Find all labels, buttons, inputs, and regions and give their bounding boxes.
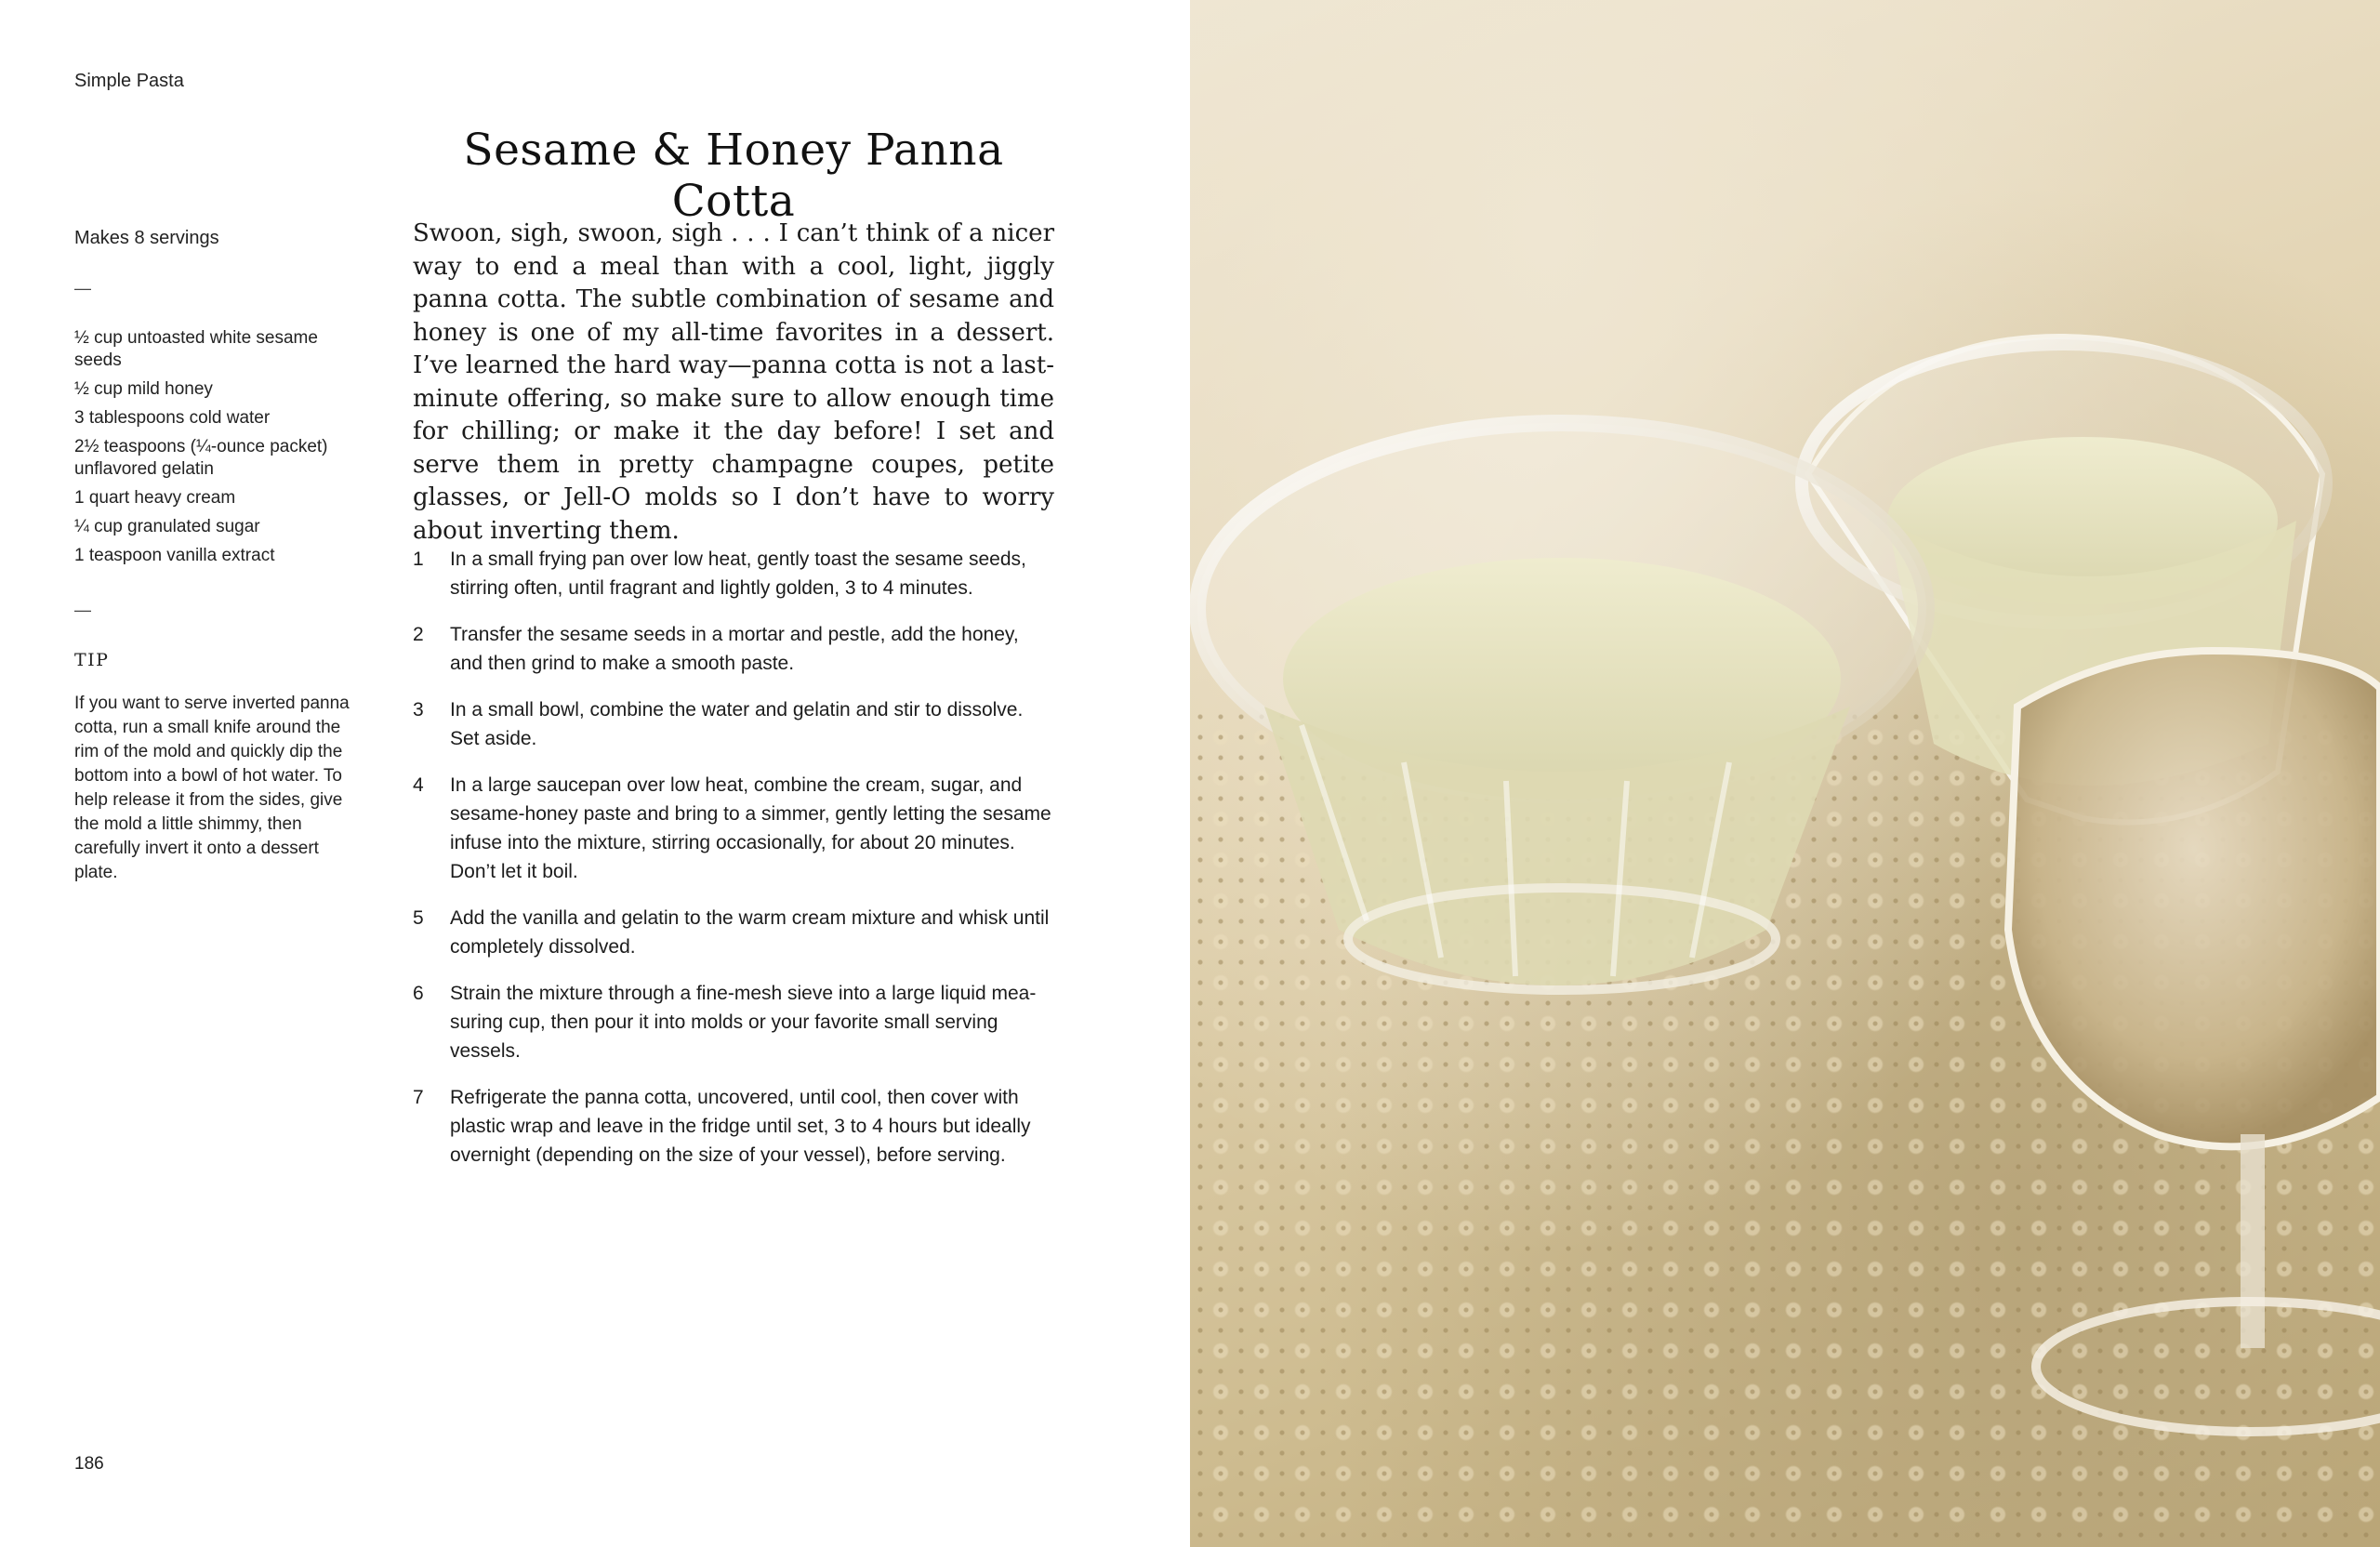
step-text: In a small bowl, combine the water and gelatin and stir to dissolve. Set aside.	[450, 699, 1024, 749]
servings-yield: Makes 8 servings	[74, 228, 219, 248]
step-number: 5	[413, 907, 424, 929]
method-steps	[413, 545, 1054, 1187]
step-text: In a large saucepan over low heat, combine the cream, sugar, and sesame-honey paste and bring to a simmer, gently letting the sesame infuse into the mixture, stirring occasionally, for about 20 minutes. Don’t let it boil.	[450, 774, 1051, 882]
tip-heading: TIP	[74, 650, 110, 670]
panna-cotta-photo	[1190, 0, 2380, 1547]
step-number: 6	[413, 983, 424, 1004]
step-number: 3	[413, 699, 424, 721]
divider-dash: —	[74, 601, 91, 619]
front-glass-bowl	[1197, 423, 1926, 990]
ingredient-item: 2½ teaspoons (¼-ounce packet) unflavored gelatin	[74, 437, 328, 479]
page-number: 186	[74, 1454, 104, 1474]
step-number: 7	[413, 1087, 424, 1108]
ingredient-item: ½ cup mild honey	[74, 379, 213, 399]
step-text: Transfer the sesame seeds in a mortar and pestle, add the honey, and then grind to make a smooth paste.	[450, 624, 1019, 674]
step-item	[413, 620, 1054, 678]
photo-illustration	[1190, 0, 2380, 1547]
step-number: 4	[413, 774, 424, 796]
ingredients-sidebar	[74, 227, 353, 885]
divider-dash: —	[74, 279, 91, 298]
tip-body: If you want to serve inverted panna cotta, run a small knife around the rim of the mold and quickly dip the bottom into a bowl of hot water. To help release it from the sides, give the mold a little shimmy, then carefully invert it onto a dessert plate.	[74, 694, 350, 882]
step-item	[413, 771, 1054, 886]
step-item	[413, 904, 1054, 961]
step-number: 2	[413, 624, 424, 645]
step-item	[413, 1083, 1054, 1170]
step-item	[413, 545, 1054, 602]
step-item	[413, 979, 1054, 1065]
ingredient-list	[74, 327, 353, 567]
wine-glass	[2008, 651, 2380, 1432]
headnote: Swoon, sigh, swoon, sigh . . . I can’t think of a nicer way to end a meal than with a cool, light, jiggly panna cotta. The subtle combination of sesame and honey is one of my all-time favorites in a dessert. I’ve learned the hard way—panna cotta is not a last-minute offering, so make sure to allow enough time for chilling; or make it the day before! I set and serve them in pretty champagne coupes, petite glasses, or Jell-O molds so I don’t have to worry about inverting them.	[413, 219, 1054, 545]
step-text: In a small frying pan over low heat, gently toast the sesame seeds, stirring often, until fragrant and lightly golden, 3 to 4 minutes.	[450, 549, 1026, 599]
ingredient-item: ½ cup untoasted white sesame seeds	[74, 328, 318, 370]
ingredient-item: 3 tablespoons cold water	[74, 408, 271, 428]
ingredient-item: 1 quart heavy cream	[74, 488, 236, 508]
step-text: Refrigerate the panna cotta, uncovered, until cool, then cover with plastic wrap and leave in the fridge until set, 3 to 4 hours but ideally overnight (depending on the size of your vessel), before serving.	[450, 1087, 1031, 1166]
step-text: Add the vanilla and gelatin to the warm cream mixture and whisk until completely dissolved.	[450, 907, 1050, 958]
step-item	[413, 695, 1054, 753]
step-text: Strain the mixture through a fine-mesh sieve into a large liquid mea-suring cup, then pour it into molds or your favorite small serving vessels.	[450, 983, 1037, 1062]
step-number: 1	[413, 549, 424, 570]
running-head: Simple Pasta	[74, 71, 184, 91]
recipe-title: Sesame & Honey Panna Cotta	[463, 125, 1004, 227]
ingredient-item: 1 teaspoon vanilla extract	[74, 546, 275, 565]
ingredient-item: ¼ cup granulated sugar	[74, 517, 260, 536]
